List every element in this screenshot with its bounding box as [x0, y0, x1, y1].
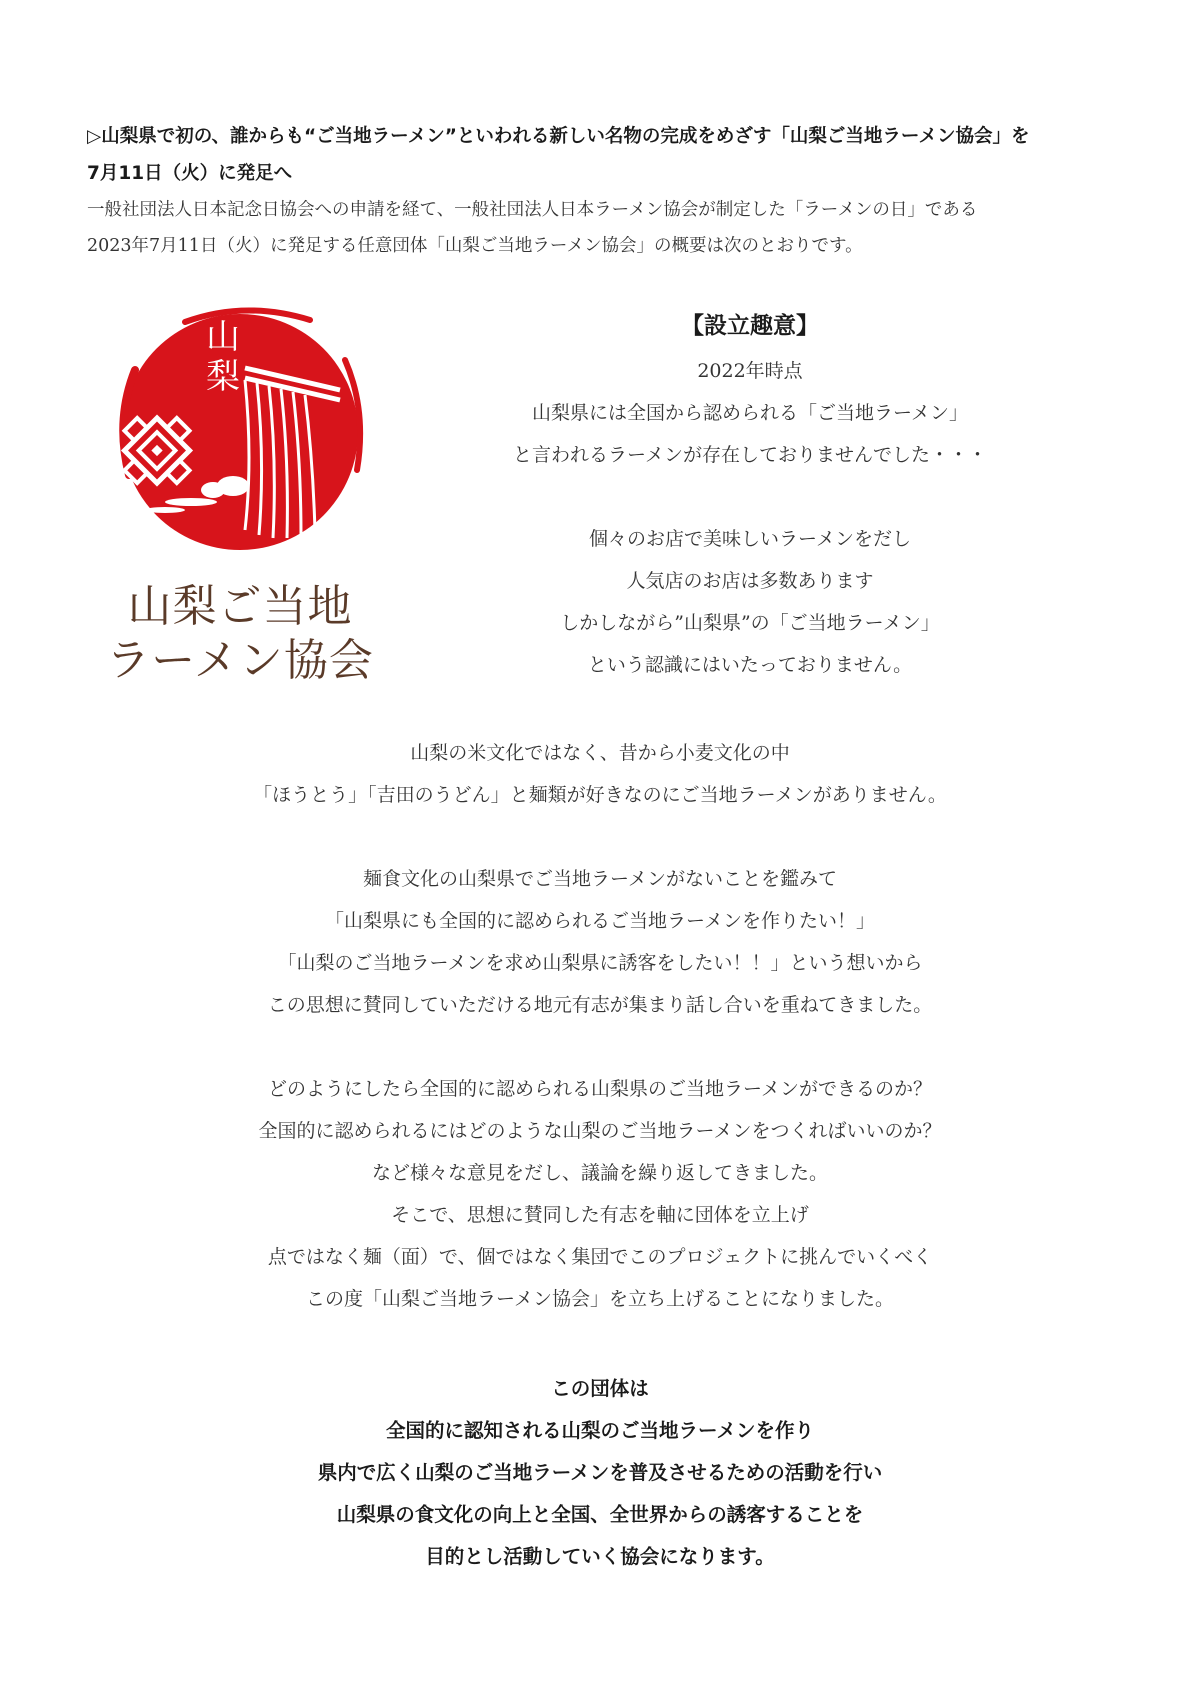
- purpose-line: しかしながら”山梨県”の「ご当地ラーメン」: [560, 612, 940, 634]
- wordmark-line-2: ラーメン協会: [106, 635, 374, 686]
- intro-line-2: 2023年7月11日（火）に発足する任意団体「山梨ご当地ラーメン協会」の概要は次のとおりです。: [87, 236, 863, 256]
- intro-line-1: 一般社団法人日本記念日協会への申請を経て、一般社団法人日本ラーメン協会が制定した「ラーメンの日」である: [87, 200, 978, 220]
- seal-char-2: 梨: [206, 357, 240, 397]
- body-line: 麺食文化の山梨県でご当地ラーメンがないことを鑑みて: [362, 868, 838, 890]
- body-line: 点ではなく麺（面）で、個ではなく集団でこのプロジェクトに挑んでいくべく: [267, 1246, 933, 1268]
- body-line: 「ほうとう」「吉田のうどん」と麺類が好きなのにご当地ラーメンがありません。: [253, 784, 947, 806]
- closing-line: 県内で広く山梨のご当地ラーメンを普及させるための活動を行い: [317, 1461, 883, 1484]
- purpose-heading: 【設立趣意】: [681, 312, 819, 339]
- closing-statement: [60, 1368, 1140, 1578]
- body-line: 「山梨県にも全国的に認められるご当地ラーメンを作りたい！」: [324, 910, 876, 932]
- headline-line-2: 7月11日（火）に発足へ: [87, 163, 293, 184]
- body-line: そこで、思想に賛同した有志を軸に団体を立上げ: [391, 1204, 809, 1226]
- header: [87, 118, 1127, 264]
- founding-purpose: [440, 306, 1060, 686]
- association-logo: [95, 300, 385, 690]
- red-seal-emblem: [95, 300, 385, 580]
- purpose-line: 2022年時点: [697, 360, 803, 382]
- wordmark-line-1: 山梨ご当地: [127, 581, 353, 632]
- closing-line: 目的とし活動していく協会になります。: [425, 1545, 775, 1568]
- body-line: この思想に賛同していただける地元有志が集まり話し合いを重ねてきました。: [267, 994, 933, 1016]
- closing-line: 全国的に認知される山梨のご当地ラーメンを作り: [385, 1419, 815, 1442]
- purpose-line: 山梨県には全国から認められる「ご当地ラーメン」: [531, 402, 969, 424]
- body-line: どのようにしたら全国的に認められる山梨県のご当地ラーメンができるのか？: [267, 1078, 933, 1100]
- purpose-line: 人気店のお店は多数あります: [626, 570, 874, 592]
- body-line: 「山梨のご当地ラーメンを求め山梨県に誘客をしたい！！」という想いから: [277, 952, 923, 974]
- purpose-line: 個々のお店で美味しいラーメンをだし: [588, 528, 912, 550]
- purpose-line: と言われるラーメンが存在しておりませんでした・・・: [512, 444, 988, 466]
- association-name-wordmark: [95, 580, 385, 688]
- body-line: 山梨の米文化ではなく、昔から小麦文化の中: [410, 742, 790, 764]
- closing-line: この団体は: [551, 1377, 649, 1400]
- body-text: [60, 732, 1140, 1320]
- headline-line-1: ▷山梨県で初の、誰からも“ご当地ラーメン”といわれる新しい名物の完成をめざす「山梨ご当地ラーメン協会」を: [87, 126, 1030, 147]
- body-line: 全国的に認められるにはどのような山梨のご当地ラーメンをつくればいいのか？: [258, 1120, 942, 1142]
- closing-line: 山梨県の食文化の向上と全国、全世界からの誘客することを: [336, 1503, 864, 1526]
- seal-char-1: 山: [206, 317, 240, 357]
- purpose-line: という認識にはいたっておりません。: [587, 654, 913, 676]
- body-line: など様々な意見をだし、議論を繰り返してきました。: [371, 1162, 828, 1184]
- body-line: この度「山梨ご当地ラーメン協会」を立ち上げることになりました。: [305, 1288, 895, 1310]
